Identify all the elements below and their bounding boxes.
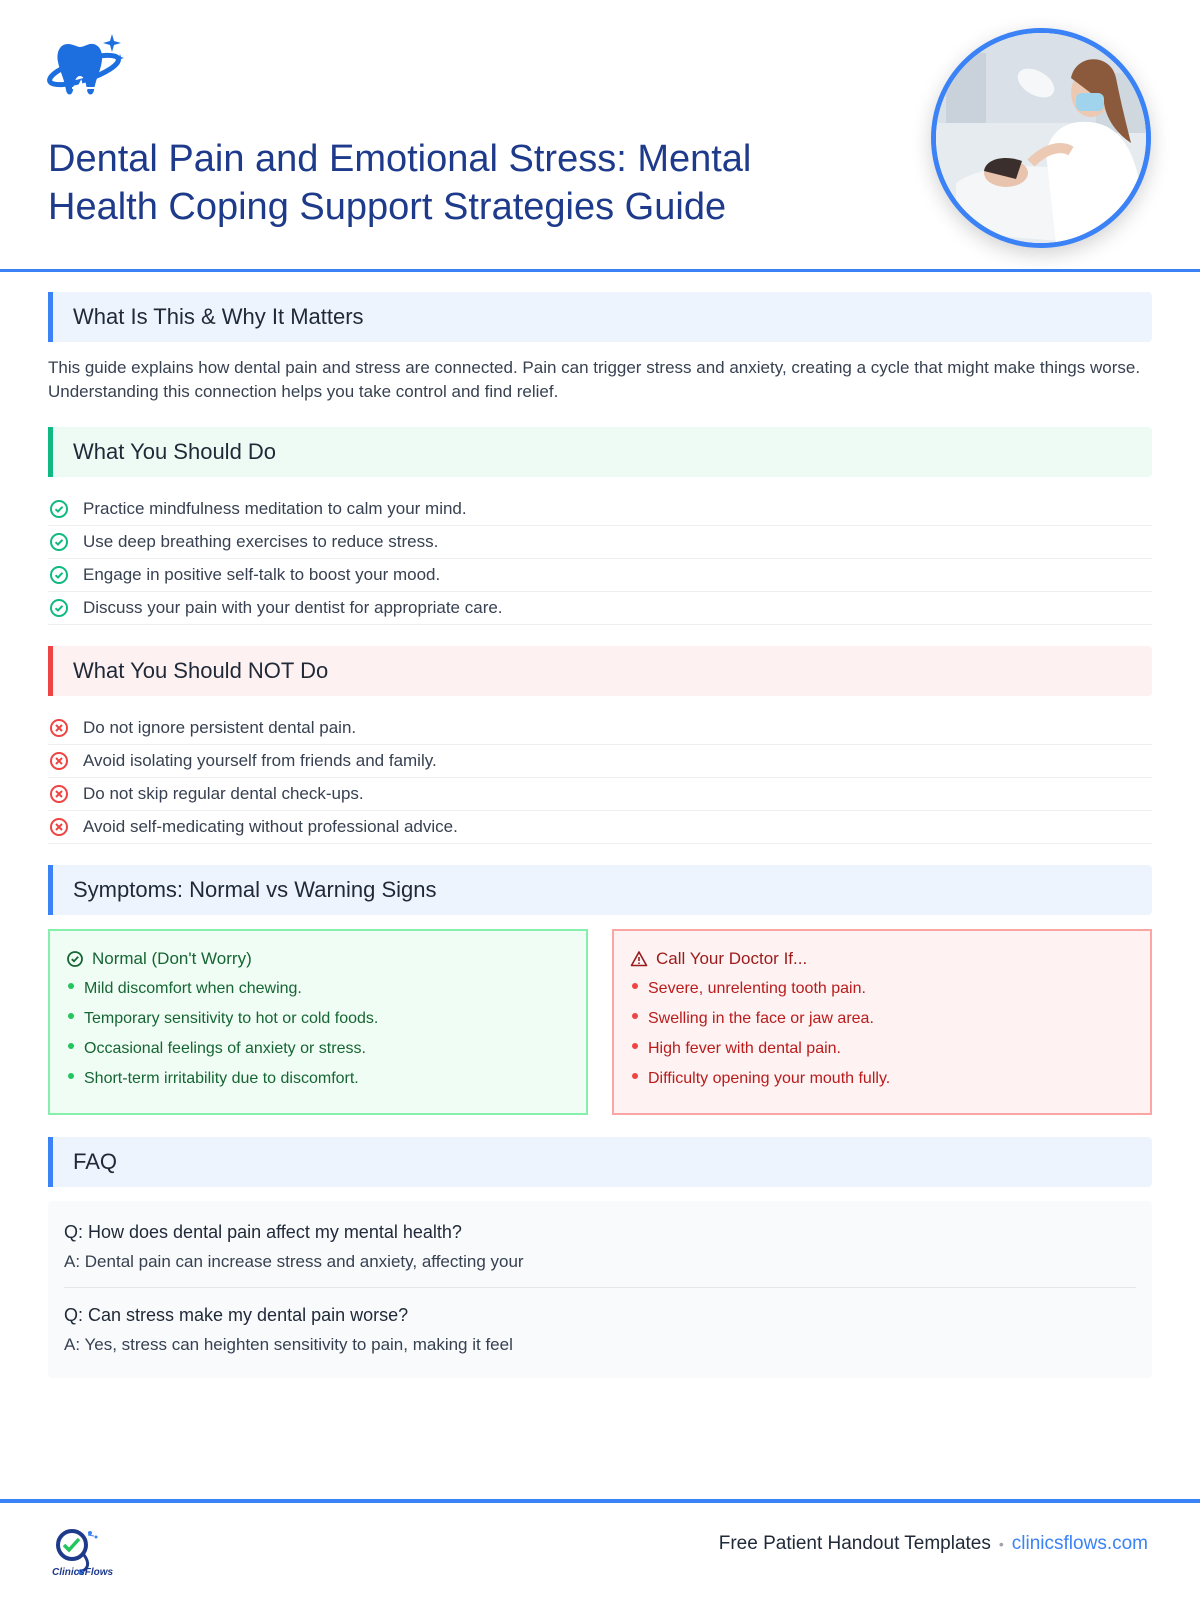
footer	[0, 1499, 1200, 1600]
check-circle-icon	[49, 565, 69, 585]
faq-item	[64, 1287, 1136, 1364]
normal-symptom-item	[66, 1069, 570, 1099]
warning-symptom-label: Severe, unrelenting tooth pain.	[648, 980, 866, 997]
normal-symptom-item	[66, 1009, 570, 1039]
dont-item	[48, 778, 1152, 811]
check-circle-icon	[49, 499, 69, 519]
warning-symptom-item	[630, 979, 1134, 1009]
warning-symptom-item	[630, 1069, 1134, 1099]
bullet-dot	[68, 1043, 74, 1049]
faq-answer: A: Dental pain can increase stress and anxiety, affecting your	[64, 1252, 524, 1271]
dont-item-label: Avoid isolating yourself from friends and family.	[83, 751, 437, 770]
check-circle-icon	[49, 532, 69, 552]
dont-list	[48, 712, 1152, 844]
section-heading-what: What Is This & Why It Matters	[48, 292, 1152, 342]
section-heading-dont: What You Should NOT Do	[48, 646, 1152, 696]
bullet-dot	[632, 983, 638, 989]
footer-brand: ClinicsFlows	[52, 1567, 114, 1578]
header	[0, 0, 1200, 272]
dont-item-label: Avoid self-medicating without professional advice.	[83, 817, 458, 836]
x-circle-icon	[49, 784, 69, 804]
section-heading-do: What You Should Do	[48, 427, 1152, 477]
x-circle-icon	[49, 751, 69, 771]
warning-box-title	[630, 949, 1134, 969]
dont-item-label: Do not ignore persistent dental pain.	[83, 718, 357, 737]
warning-triangle-icon	[630, 950, 648, 968]
x-circle-icon	[49, 817, 69, 837]
check-circle-icon	[66, 950, 84, 968]
do-item	[48, 493, 1152, 526]
footer-link[interactable]: clinicsflows.com	[1011, 1533, 1148, 1554]
bullet-dot	[632, 1013, 638, 1019]
dont-item	[48, 712, 1152, 745]
bullet-dot	[68, 983, 74, 989]
warning-box-title-label: Call Your Doctor If...	[656, 949, 808, 968]
symptoms-columns	[48, 929, 1152, 1115]
faq-answer: A: Yes, stress can heighten sensitivity to pain, making it feel	[64, 1335, 513, 1354]
bullet-dot	[632, 1073, 638, 1079]
faq-question: Q: How does dental pain affect my mental health?	[64, 1222, 462, 1242]
page-title: Dental Pain and Emotional Stress: Mental Health Coping Support Strategies Guide	[48, 138, 752, 228]
bullet-dot	[68, 1073, 74, 1079]
x-circle-icon	[49, 718, 69, 738]
dont-item	[48, 811, 1152, 844]
dont-item-label: Do not skip regular dental check-ups.	[83, 784, 364, 803]
normal-box-title	[66, 949, 570, 969]
normal-symptoms-box	[48, 929, 588, 1115]
do-item-label: Use deep breathing exercises to reduce stress.	[83, 532, 439, 551]
content	[48, 292, 1152, 1378]
do-item	[48, 592, 1152, 625]
do-item-label: Discuss your pain with your dentist for appropriate care.	[83, 598, 503, 617]
footer-tagline: Free Patient Handout Templates	[718, 1533, 991, 1554]
normal-symptom-label: Short-term irritability due to discomfort.	[84, 1070, 359, 1087]
faq-list	[48, 1201, 1152, 1378]
normal-symptom-item	[66, 1039, 570, 1069]
warning-symptom-item	[630, 1009, 1134, 1039]
faq-item	[64, 1219, 1136, 1287]
footer-text	[719, 1533, 1148, 1555]
warning-symptoms-box	[612, 929, 1152, 1115]
normal-symptom-label: Mild discomfort when chewing.	[84, 980, 302, 997]
normal-box-title-label: Normal (Don't Worry)	[92, 949, 252, 968]
do-item	[48, 526, 1152, 559]
faq-question: Q: Can stress make my dental pain worse?	[64, 1305, 409, 1325]
dont-item	[48, 745, 1152, 778]
warning-symptom-label: Swelling in the face or jaw area.	[648, 1010, 874, 1027]
warning-symptom-label: Difficulty opening your mouth fully.	[648, 1070, 891, 1087]
section-heading-faq: FAQ	[48, 1137, 1152, 1187]
do-item	[48, 559, 1152, 592]
normal-symptom-label: Temporary sensitivity to hot or cold foods.	[84, 1010, 379, 1027]
check-circle-icon	[49, 598, 69, 618]
do-item-label: Practice mindfulness meditation to calm your mind.	[83, 499, 467, 518]
warning-symptom-label: High fever with dental pain.	[648, 1040, 841, 1057]
normal-symptom-item	[66, 979, 570, 1009]
section-heading-symptoms: Symptoms: Normal vs Warning Signs	[48, 865, 1152, 915]
warning-symptom-item	[630, 1039, 1134, 1069]
do-item-label: Engage in positive self-talk to boost your mood.	[83, 565, 441, 584]
dentist-patient-photo	[931, 28, 1151, 248]
footer-separator: •	[998, 1536, 1004, 1552]
tooth-logo-icon	[46, 30, 130, 104]
intro-paragraph: This guide explains how dental pain and stress are connected. Pain can trigger stress and anxiety, creating a cycle that might make things worse. Understanding this connection helps you take control and find relief.	[48, 358, 1141, 401]
do-list	[48, 493, 1152, 625]
bullet-dot	[632, 1043, 638, 1049]
bullet-dot	[68, 1013, 74, 1019]
normal-symptom-label: Occasional feelings of anxiety or stress.	[84, 1040, 366, 1057]
